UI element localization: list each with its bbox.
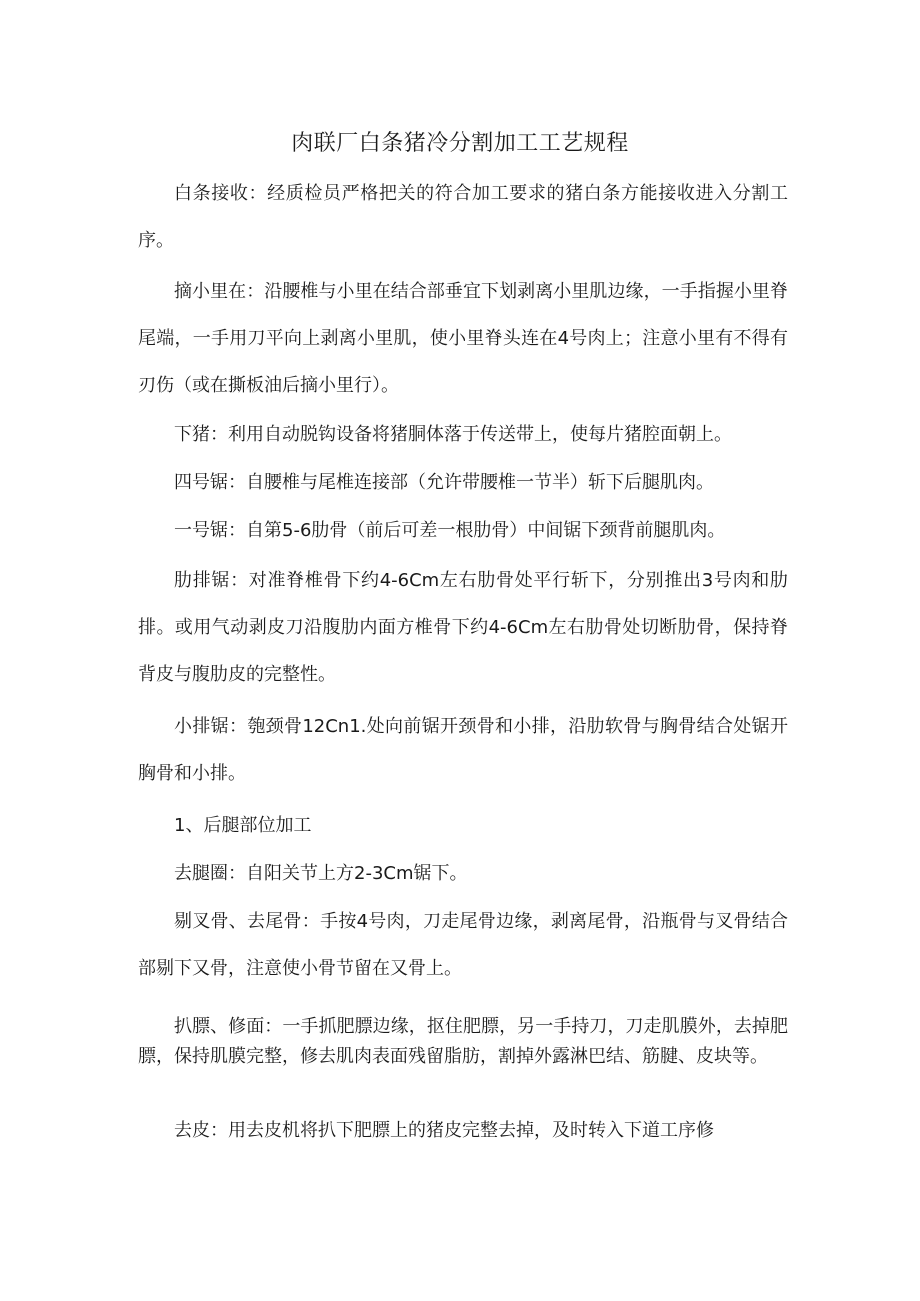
paragraph-fat-trimming: 扒膘、修面：一手抓肥膘边缘，抠住肥膘，另一手持刀，刀走肌膜外，去掉肥膘，保持肌膜完整，修去肌肉表面残留脂肪，割掉外露淋巴结、筋腱、皮块等。 [138,1016,788,1067]
document-title: 肉联厂白条猪冷分割加工工艺规程 [291,131,629,156]
paragraph-tenderloin-removal: 摘小里在：沿腰椎与小里在结合部垂宜下划剥离小里肌边缘，一手指握小里脊尾端，一手用刀平向上剥离小里肌，使小里脊头连在4号肉上；注意小里有不得有刃伤（或在撕板油后摘小里行）。 [138,281,788,396]
paragraph-small-rib-saw: 小排锯：匏颈骨12Cn1.处向前锯开颈骨和小排，沿肋软骨与胸骨结合处锯开胸骨和小排。 [138,716,788,784]
paragraph-saw-four: 四号锯：自腰椎与尾椎连接部（允许带腰椎一节半）斩下后腿肌肉。 [174,472,714,493]
paragraph-saw-one: 一号锯：自第5-6肋骨（前后可差一根肋骨）中间锯下颈背前腿肌肉。 [174,520,726,541]
paragraph-skinning: 去皮：用去皮机将扒下肥膘上的猪皮完整去掉，及时转入下道工序修 [174,1120,714,1141]
paragraph-rib-saw: 肋排锯：对准脊椎骨下约4-6Cm左右肋骨处平行斩下，分别推出3号肉和肋排。或用气动剥皮刀沿腹肋内面方椎骨下约4-6Cm左右肋骨处切断肋骨，保持脊背皮与腹肋皮的完整性。 [138,570,788,685]
section-heading-hind-leg: 1、后腿部位加工 [174,815,312,836]
paragraph-carcass-receiving: 白条接收：经质检员严格把关的符合加工要求的猪白条方能接收进入分割工序。 [138,183,788,251]
paragraph-bone-removal: 剔叉骨、去尾骨：手按4号肉，刀走尾骨边缘，剥离尾骨，沿瓶骨与叉骨结合部剔下又骨，注意使小骨节留在又骨上。 [138,911,788,979]
paragraph-leg-ring-removal: 去腿圈：自阳关节上方2-3Cm锯下。 [174,863,468,884]
paragraph-unloading: 下猪：利用自动脱钩设备将猪胴体落于传送带上，使每片猪腔面朝上。 [174,424,732,445]
